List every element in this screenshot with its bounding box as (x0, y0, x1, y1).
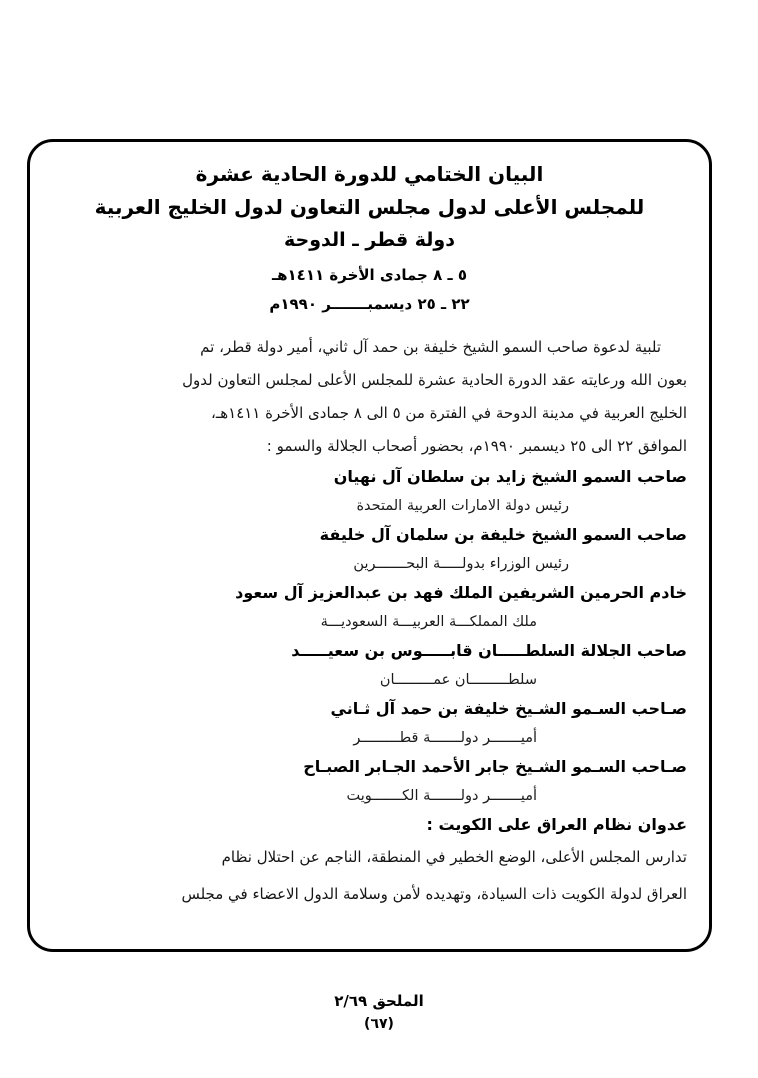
document-title-block (52, 158, 687, 257)
title-line-3: دولة قطر ـ الدوحة (284, 229, 455, 251)
dignitary-title: رئيس دولة الامارات العربية المتحدة (356, 498, 569, 514)
section-line: تدارس المجلس الأعلى، الوضع الخطير في المنطقة، الناجم عن احتلال نظام (221, 848, 687, 866)
dignitary-title: سلطـــــــــان عمـــــــــان (379, 672, 537, 688)
intro-line: بعون الله ورعايته عقد الدورة الحادية عشرة للمجلس الأعلى لمجلس التعاون لدول (182, 371, 687, 389)
section-heading: عدوان نظام العراق على الكويت : (426, 815, 687, 834)
session-dates (52, 261, 687, 319)
title-line-2: للمجلس الأعلى لدول مجلس التعاون لدول الخليج العربية (94, 195, 645, 219)
dignitaries-list (52, 465, 687, 807)
intro-line: الخليج العربية في مدينة الدوحة في الفترة من ٥ الى ٨ جمادى الأخرة ١٤١١هـ، (210, 404, 687, 422)
dignitary-title: ملك المملكـــة العربيـــة السعوديـــة (320, 614, 537, 630)
title-line-1: البيان الختامي للدورة الحادية عشرة (195, 162, 544, 186)
page-footer (0, 990, 758, 1036)
dignitary-name: صـاحب السـمو الشـيخ جابر الأحمد الجـابر الصبـاح (303, 757, 687, 776)
dignitary-row (52, 523, 687, 575)
date-gregorian (52, 290, 687, 319)
date-gregorian-day-range: ٢٢ ـ ٢٥ (417, 295, 470, 313)
dignitary-name: خادم الحرمين الشريفين الملك فهد بن عبدالعزيز آل سعود (235, 583, 687, 602)
intro-paragraph (52, 331, 687, 463)
page-number: (٦٧) (364, 1016, 394, 1032)
dignitary-name: صاحب السمو الشيخ زايد بن سلطان آل نهيان (333, 467, 687, 486)
date-hijri (52, 261, 687, 290)
dignitary-name: صـاحب السـمو الشـيخ خليفة بن حمد آل ثـاني (330, 699, 687, 718)
appendix-label: الملحق ٢/٦٩ (334, 992, 424, 1010)
dignitary-row (52, 581, 687, 633)
dignitary-row (52, 755, 687, 807)
dignitary-title: رئيس الوزراء بدولـــــة البحـــــــرين (353, 556, 569, 572)
dignitary-name: صاحب السمو الشيخ خليفة بن سلمان آل خليفة (319, 525, 687, 544)
section-line: العراق لدولة الكويت ذات السيادة، وتهديده لأمن وسلامة الدول الاعضاء في مجلس (181, 884, 687, 903)
dignitary-row (52, 465, 687, 517)
date-hijri-day-range: ٥ ـ ٨ (433, 266, 467, 284)
dignitary-row (52, 697, 687, 749)
document-border-frame (27, 139, 712, 952)
date-hijri-month-year: جمادى الأخرة ١٤١١هـ (272, 266, 428, 284)
iraq-aggression-section (52, 813, 687, 910)
dignitary-title: أميـــــــر دولـــــــة الكـــــــويت (346, 788, 537, 804)
intro-line: تلبية لدعوة صاحب السمو الشيخ خليفة بن حمد آل ثاني، أمير دولة قطر، تم (200, 338, 661, 356)
date-gregorian-month-year: ديسمبـــــــر ١٩٩٠م (269, 295, 413, 313)
intro-line: الموافق ٢٢ الى ٢٥ ديسمبر ١٩٩٠م، بحضور أصحاب الجلالة والسمو : (266, 437, 687, 455)
dignitary-title: أميـــــــر دولـــــــة قطـــــــــر (353, 730, 537, 746)
dignitary-row (52, 639, 687, 691)
dignitary-name: صاحب الجلالة السلطـــــان قابـــــوس بن سعيـــــد (291, 641, 687, 660)
